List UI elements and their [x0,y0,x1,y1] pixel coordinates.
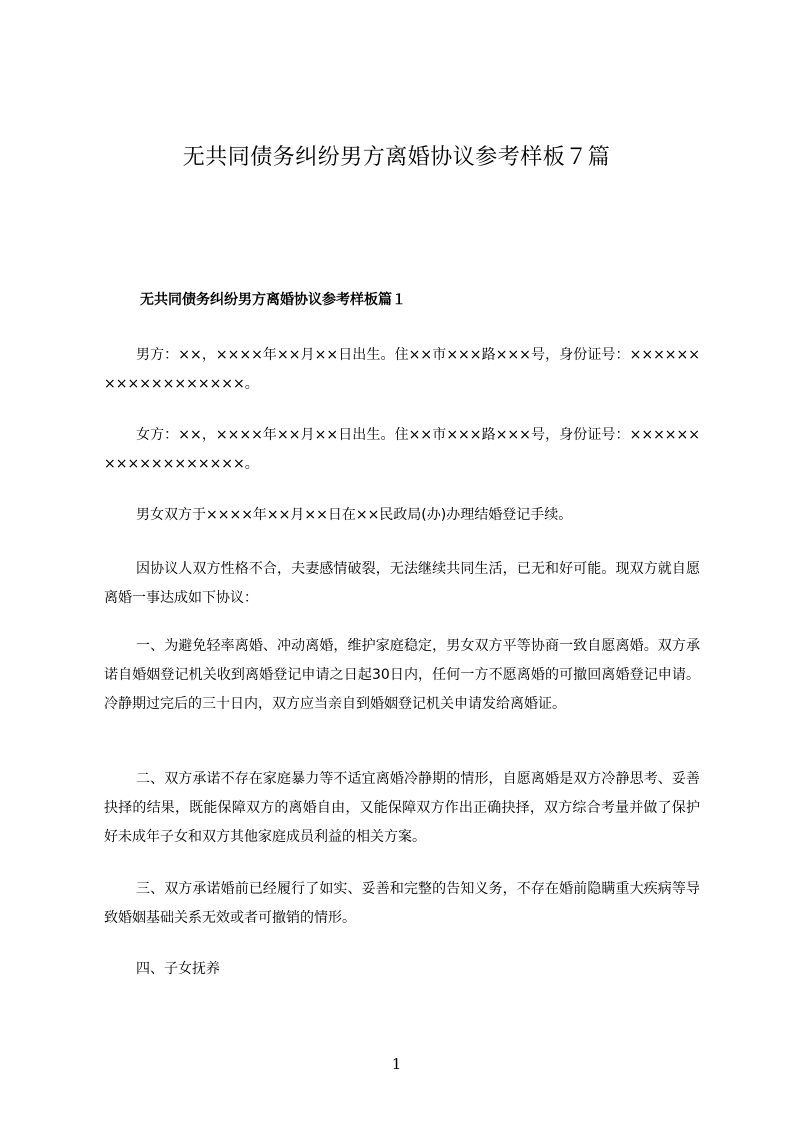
paragraph-male-party: 男方：××，××××年××月××日出生。住××市×××路×××号，身份证号：××××××××××××××××××。 [104,347,700,392]
paragraph-reason: 因协议人双方性格不合，夫妻感情破裂，无法继续共同生活，已无和好可能。现双方就自愿离婚一事达成如下协议： [104,561,700,606]
page-number: 1 [391,1055,402,1073]
paragraph-clause-2: 二、双方承诺不存在家庭暴力等不适宜离婚冷静期的情形，自愿离婚是双方冷静思考、妥善抉择的结果，既能保障双方的离婚自由，又能保障双方作出正确抉择，双方综合考量并做了保护好未成年子女和双方其他家庭成员利益的相关方案。 [104,771,700,845]
paragraph-clause-1: 一、为避免轻率离婚、冲动离婚，维护家庭稳定，男女双方平等协商一致自愿离婚。双方承诺自婚姻登记机关收到离婚登记申请之日起30日内，任何一方不愿离婚的可撤回离婚登记申请。冷静期过完后的三十日内，双方应当亲自到婚姻登记机关申请发给离婚证。 [104,638,700,712]
section-heading: 无共同债务纠纷男方离婚协议参考样板篇１ [140,292,406,308]
paragraph-marriage-registration: 男女双方于××××年××月××日在××民政局(办)办理结婚登记手续。 [136,507,573,523]
paragraph-female-party: 女方：××，××××年××月××日出生。住××市×××路×××号，身份证号：××××××××××××××××××。 [104,427,700,472]
paragraph-clause-3: 三、双方承诺婚前已经履行了如实、妥善和完整的告知义务，不存在婚前隐瞒重大疾病等导致婚姻基础关系无效或者可撤销的情形。 [104,881,700,926]
document-title: 无共同债务纠纷男方离婚协议参考样板７篇 [182,145,611,170]
paragraph-clause-4-heading: 四、子女抚养 [136,961,220,977]
